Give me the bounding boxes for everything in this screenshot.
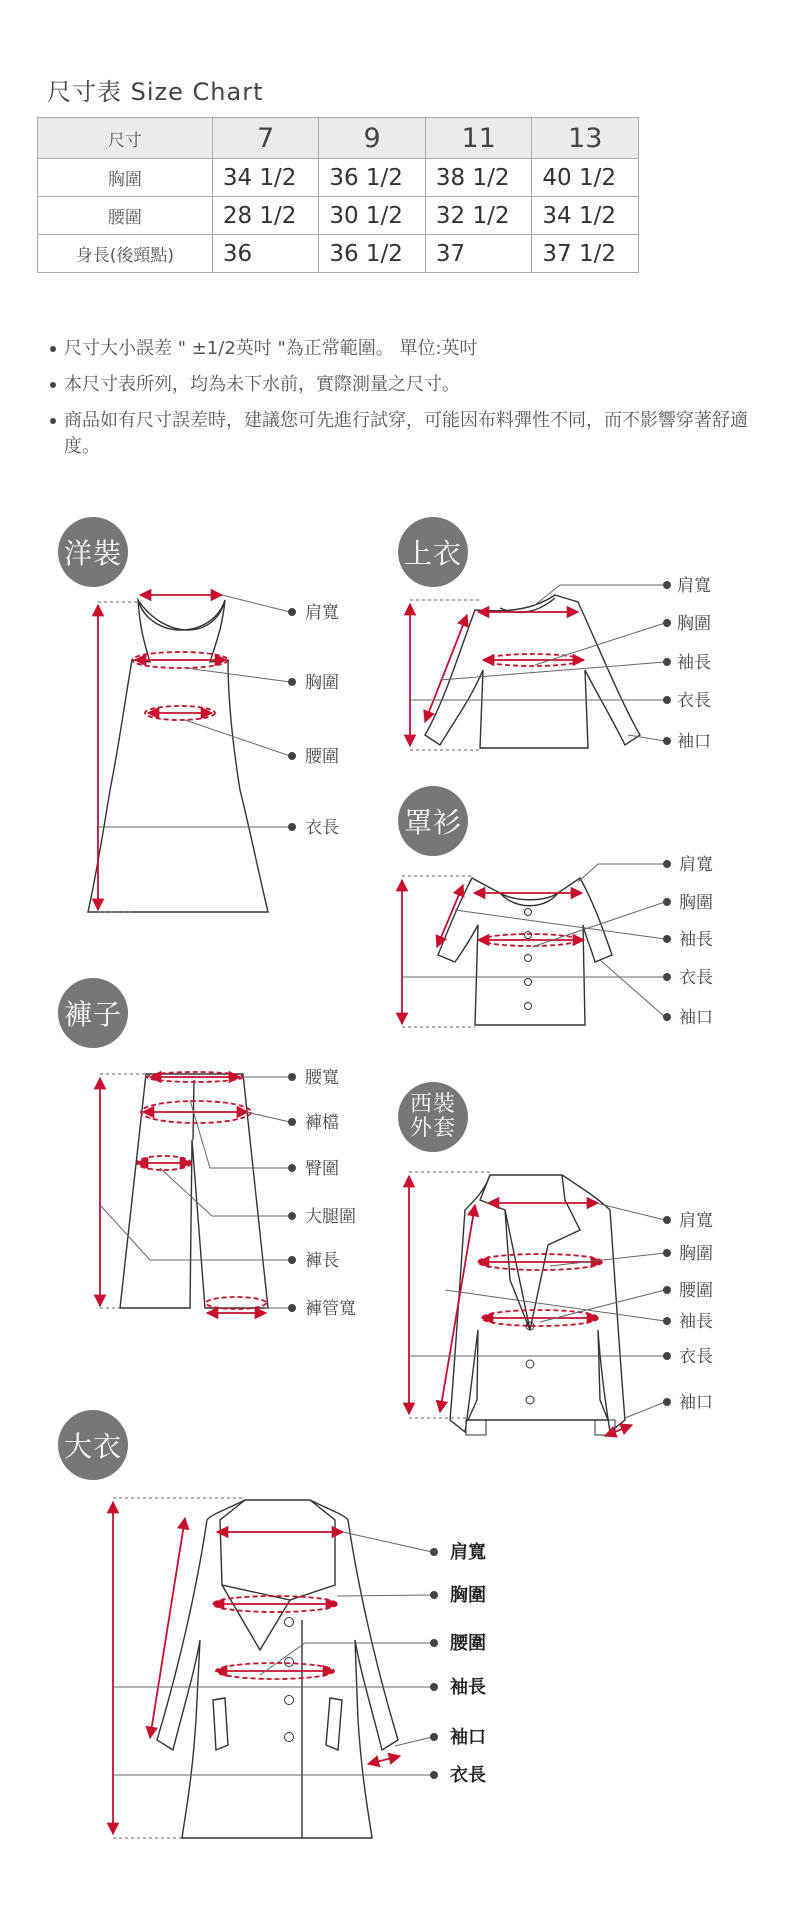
row-label: 腰圍	[38, 197, 213, 235]
suit-label-cuff: 袖口	[679, 1393, 713, 1413]
shirt-label-length: 衣長	[679, 968, 713, 988]
shirt-label-cuff: 袖口	[679, 1008, 713, 1028]
top-label-shoulder: 肩寬	[677, 576, 711, 596]
table-cell: 36 1/2	[319, 159, 426, 197]
shirt-badge: 罩衫	[398, 786, 468, 856]
suit-badge-line2: 外套	[409, 1116, 456, 1141]
coat-label-waist: 腰圍	[450, 1633, 486, 1654]
table-cell: 38 1/2	[425, 159, 532, 197]
coat-label-cuff: 袖口	[450, 1727, 486, 1748]
pants-label-hem: 褲管寬	[305, 1299, 356, 1319]
size-header: 13	[532, 118, 639, 159]
table-cell: 36	[212, 235, 319, 273]
row-label: 胸圍	[38, 159, 213, 197]
note-item: 本尺寸表所列，均為未下水前，實際測量之尺寸。	[48, 372, 748, 398]
table-cell: 37	[425, 235, 532, 273]
table-cell: 32 1/2	[425, 197, 532, 235]
shirt-label-sleeve: 袖長	[679, 930, 713, 950]
table-corner: 尺寸	[38, 118, 213, 159]
size-header: 9	[319, 118, 426, 159]
note-item: 商品如有尺寸誤差時，建議您可先進行試穿，可能因布料彈性不同，而不影響穿著舒適度。	[48, 408, 748, 460]
top-label-chest: 胸圍	[677, 614, 711, 634]
size-header: 11	[425, 118, 532, 159]
coat-diagram	[157, 1500, 398, 1838]
pants-label-hip: 臀圍	[305, 1159, 339, 1179]
top-diagram	[425, 595, 640, 748]
table-cell: 34 1/2	[532, 197, 639, 235]
coat-label-chest: 胸圍	[450, 1585, 486, 1606]
top-label-length: 衣長	[677, 691, 711, 711]
coat-badge: 大衣	[58, 1410, 128, 1480]
coat-label-length: 衣長	[450, 1765, 486, 1786]
table-cell: 34 1/2	[212, 159, 319, 197]
shirt-label-chest: 胸圍	[679, 893, 713, 913]
suit-label-waist: 腰圍	[679, 1281, 713, 1301]
size-header: 7	[212, 118, 319, 159]
pants-label-rise: 褲檔	[305, 1113, 339, 1133]
coat-label-shoulder: 肩寬	[450, 1542, 486, 1563]
top-label-cuff: 袖口	[677, 732, 711, 752]
dress-label-length: 衣長	[305, 818, 339, 838]
pants-badge: 褲子	[58, 978, 128, 1048]
dress-label-shoulder: 肩寬	[305, 603, 339, 623]
pants-diagram	[120, 1074, 268, 1308]
dress-label-waist: 腰圍	[305, 747, 339, 767]
shirt-diagram	[438, 878, 612, 1025]
coat-label-sleeve: 袖長	[450, 1677, 486, 1698]
top-label-sleeve: 袖長	[677, 653, 711, 673]
pants-label-length: 褲長	[305, 1251, 339, 1271]
suit-label-length: 衣長	[679, 1347, 713, 1367]
note-item: 尺寸大小誤差 " ±1/2英吋 "為正常範圍。 單位:英吋	[48, 336, 748, 362]
dress-outline	[88, 600, 268, 912]
table-cell: 28 1/2	[212, 197, 319, 235]
dress-badge: 洋裝	[58, 517, 128, 587]
dress-diagram	[88, 600, 268, 912]
suit-badge-line1: 西裝	[409, 1092, 456, 1117]
table-cell: 37 1/2	[532, 235, 639, 273]
page-title: 尺寸表 Size Chart	[47, 78, 264, 106]
table-cell: 36 1/2	[319, 235, 426, 273]
suit-label-chest: 胸圍	[679, 1244, 713, 1264]
dress-label-chest: 胸圍	[305, 673, 339, 693]
pants-label-waist: 腰寬	[305, 1068, 339, 1088]
shirt-label-shoulder: 肩寬	[679, 855, 713, 875]
top-badge: 上衣	[398, 517, 468, 587]
table-cell: 40 1/2	[532, 159, 639, 197]
table-cell: 30 1/2	[319, 197, 426, 235]
pants-label-thigh: 大腿圍	[305, 1207, 356, 1227]
suit-label-shoulder: 肩寬	[679, 1211, 713, 1231]
suit-label-sleeve: 袖長	[679, 1312, 713, 1332]
row-label: 身長(後頸點)	[38, 235, 213, 273]
